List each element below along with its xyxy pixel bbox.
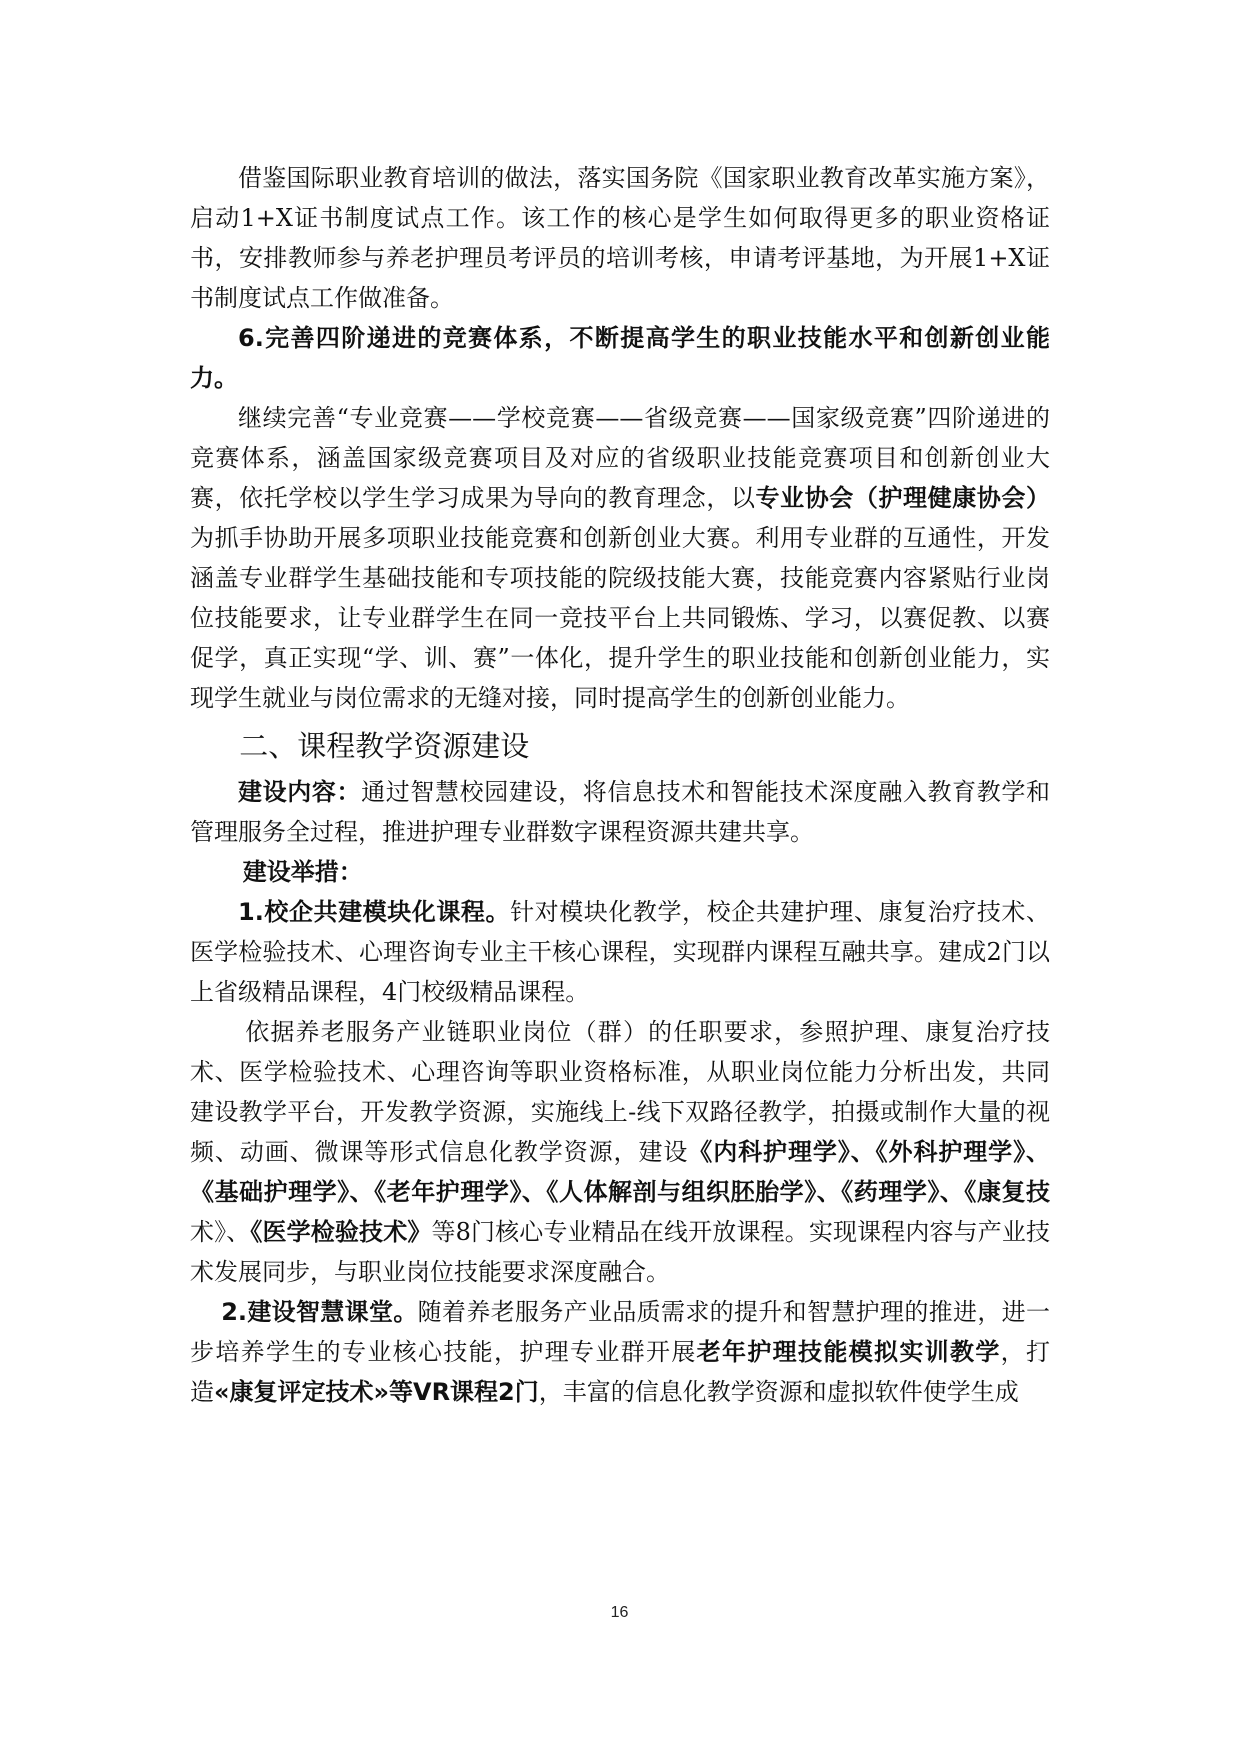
smart-classroom-text-2: ，打造 — [190, 1338, 1051, 1406]
construction-content-label: 建设内容： — [238, 778, 362, 806]
smart-classroom-text-3: ，丰富的信息化教学资源和虚拟软件使学生成 — [538, 1378, 1019, 1406]
modular-courses-text: 针对模块化教学，校企共建护理、康复治疗技术、医学检验技术、心理咨询专业主干核心课程，实现群内课程互融共享。建成2门以上省级精品课程，4门校级精品课程。 — [190, 898, 1050, 1006]
core-course-list-tail: 术》 — [190, 1218, 227, 1246]
paragraph-certificate-pilot: 借鉴国际职业教育培训的做法，落实国务院《国家职业教育改革实施方案》，启动1+X证书制度试点工作。该工作的核心是学生如何取得更多的职业资格证书，安排教师参与养老护理员考评员的培训考核，申请考评基地，为开展1+X证书制度试点工作做准备。 — [190, 164, 1050, 312]
simulation-training: 老年护理技能模拟实训教学 — [696, 1338, 1001, 1366]
online-courses-text-2: 等8门核心专业精品在线开放课程。实现课程内容与产业技术发展同步，与职业岗位技能要求深度融合。 — [190, 1218, 1051, 1286]
modular-courses-title: 1.校企共建模块化课程。 — [238, 898, 511, 926]
construction-measures-label: 建设举措： — [242, 858, 363, 886]
online-courses-text-1: 依据养老服务产业链职业岗位（群）的任职要求，参照护理、康复治疗技术、医学检验技术、心理咨询等职业资格标准，从职业岗位能力分析出发，共同建设教学平台，开发教学资源，实施线上-线下双路径教学，拍摄或制作大量的视频、动画、微课等形式信息化教学资源，建设 — [190, 1018, 1050, 1166]
core-course-last: 《医学检验技术》 — [250, 1218, 432, 1246]
construction-content-text: 通过智慧校园建设，将信息技术和智能技术深度融入教育教学和管理服务全过程，推进护理专业群数字课程资源共建共享。 — [190, 778, 1050, 846]
competition-text-1: 继续完善“专业竞赛——学校竞赛——省级竞赛——国家级竞赛”四阶递进的竞赛体系，涵盖国家级竞赛项目及对应的省级职业技能竞赛项目和创新创业大赛，依托学校以学生学习成果为导向的教育理念，以 — [190, 404, 1050, 512]
section-heading: 二、课程教学资源建设 — [239, 729, 530, 763]
body-text — [190, 158, 1050, 1412]
paragraph-construction-content — [190, 772, 1050, 852]
vr-courses: «康复评定技术»等VR课程2门 — [214, 1378, 539, 1406]
paragraph-competition-heading: 6.完善四阶递进的竞赛体系，不断提高学生的职业技能水平和创新创业能力。 — [190, 324, 1050, 392]
paragraph-competition-system — [190, 398, 1050, 718]
course-separator: 、 — [226, 1218, 251, 1246]
smart-classroom-text-1: 随着养老服务产业品质需求的提升和智慧护理的推进，进一步培养学生的专业核心技能，护理专业群开展 — [190, 1298, 1050, 1366]
competition-text-2: 为抓手协助开展多项职业技能竞赛和创新创业大赛。利用专业群的互通性，开发涵盖专业群学生基础技能和专项技能的院级技能大赛，技能竞赛内容紧贴行业岗位技能要求，让专业群学生在同一竞技平台上共同锻炼、学习，以赛促教、以赛促学，真正实现“学、训、赛”一体化，提升学生的职业技能和创新创业能力，实现学生就业与岗位需求的无缝对接，同时提高学生的创新创业能力。 — [190, 524, 1050, 712]
paragraph-online-courses — [190, 1012, 1050, 1292]
smart-classroom-title: 2.建设智慧课堂。 — [221, 1298, 418, 1326]
paragraph-smart-classroom — [190, 1292, 1050, 1412]
page-number: 16 — [610, 1604, 629, 1621]
paragraph-modular-courses — [190, 892, 1050, 1012]
association-name: 专业协会（护理健康协会） — [755, 484, 1051, 512]
core-course-list: 《内科护理学》、《外科护理学》、《基础护理学》、《老年护理学》、《人体解剖与组织胚胎学》、《药理学》、《康复技 — [190, 1138, 1051, 1206]
